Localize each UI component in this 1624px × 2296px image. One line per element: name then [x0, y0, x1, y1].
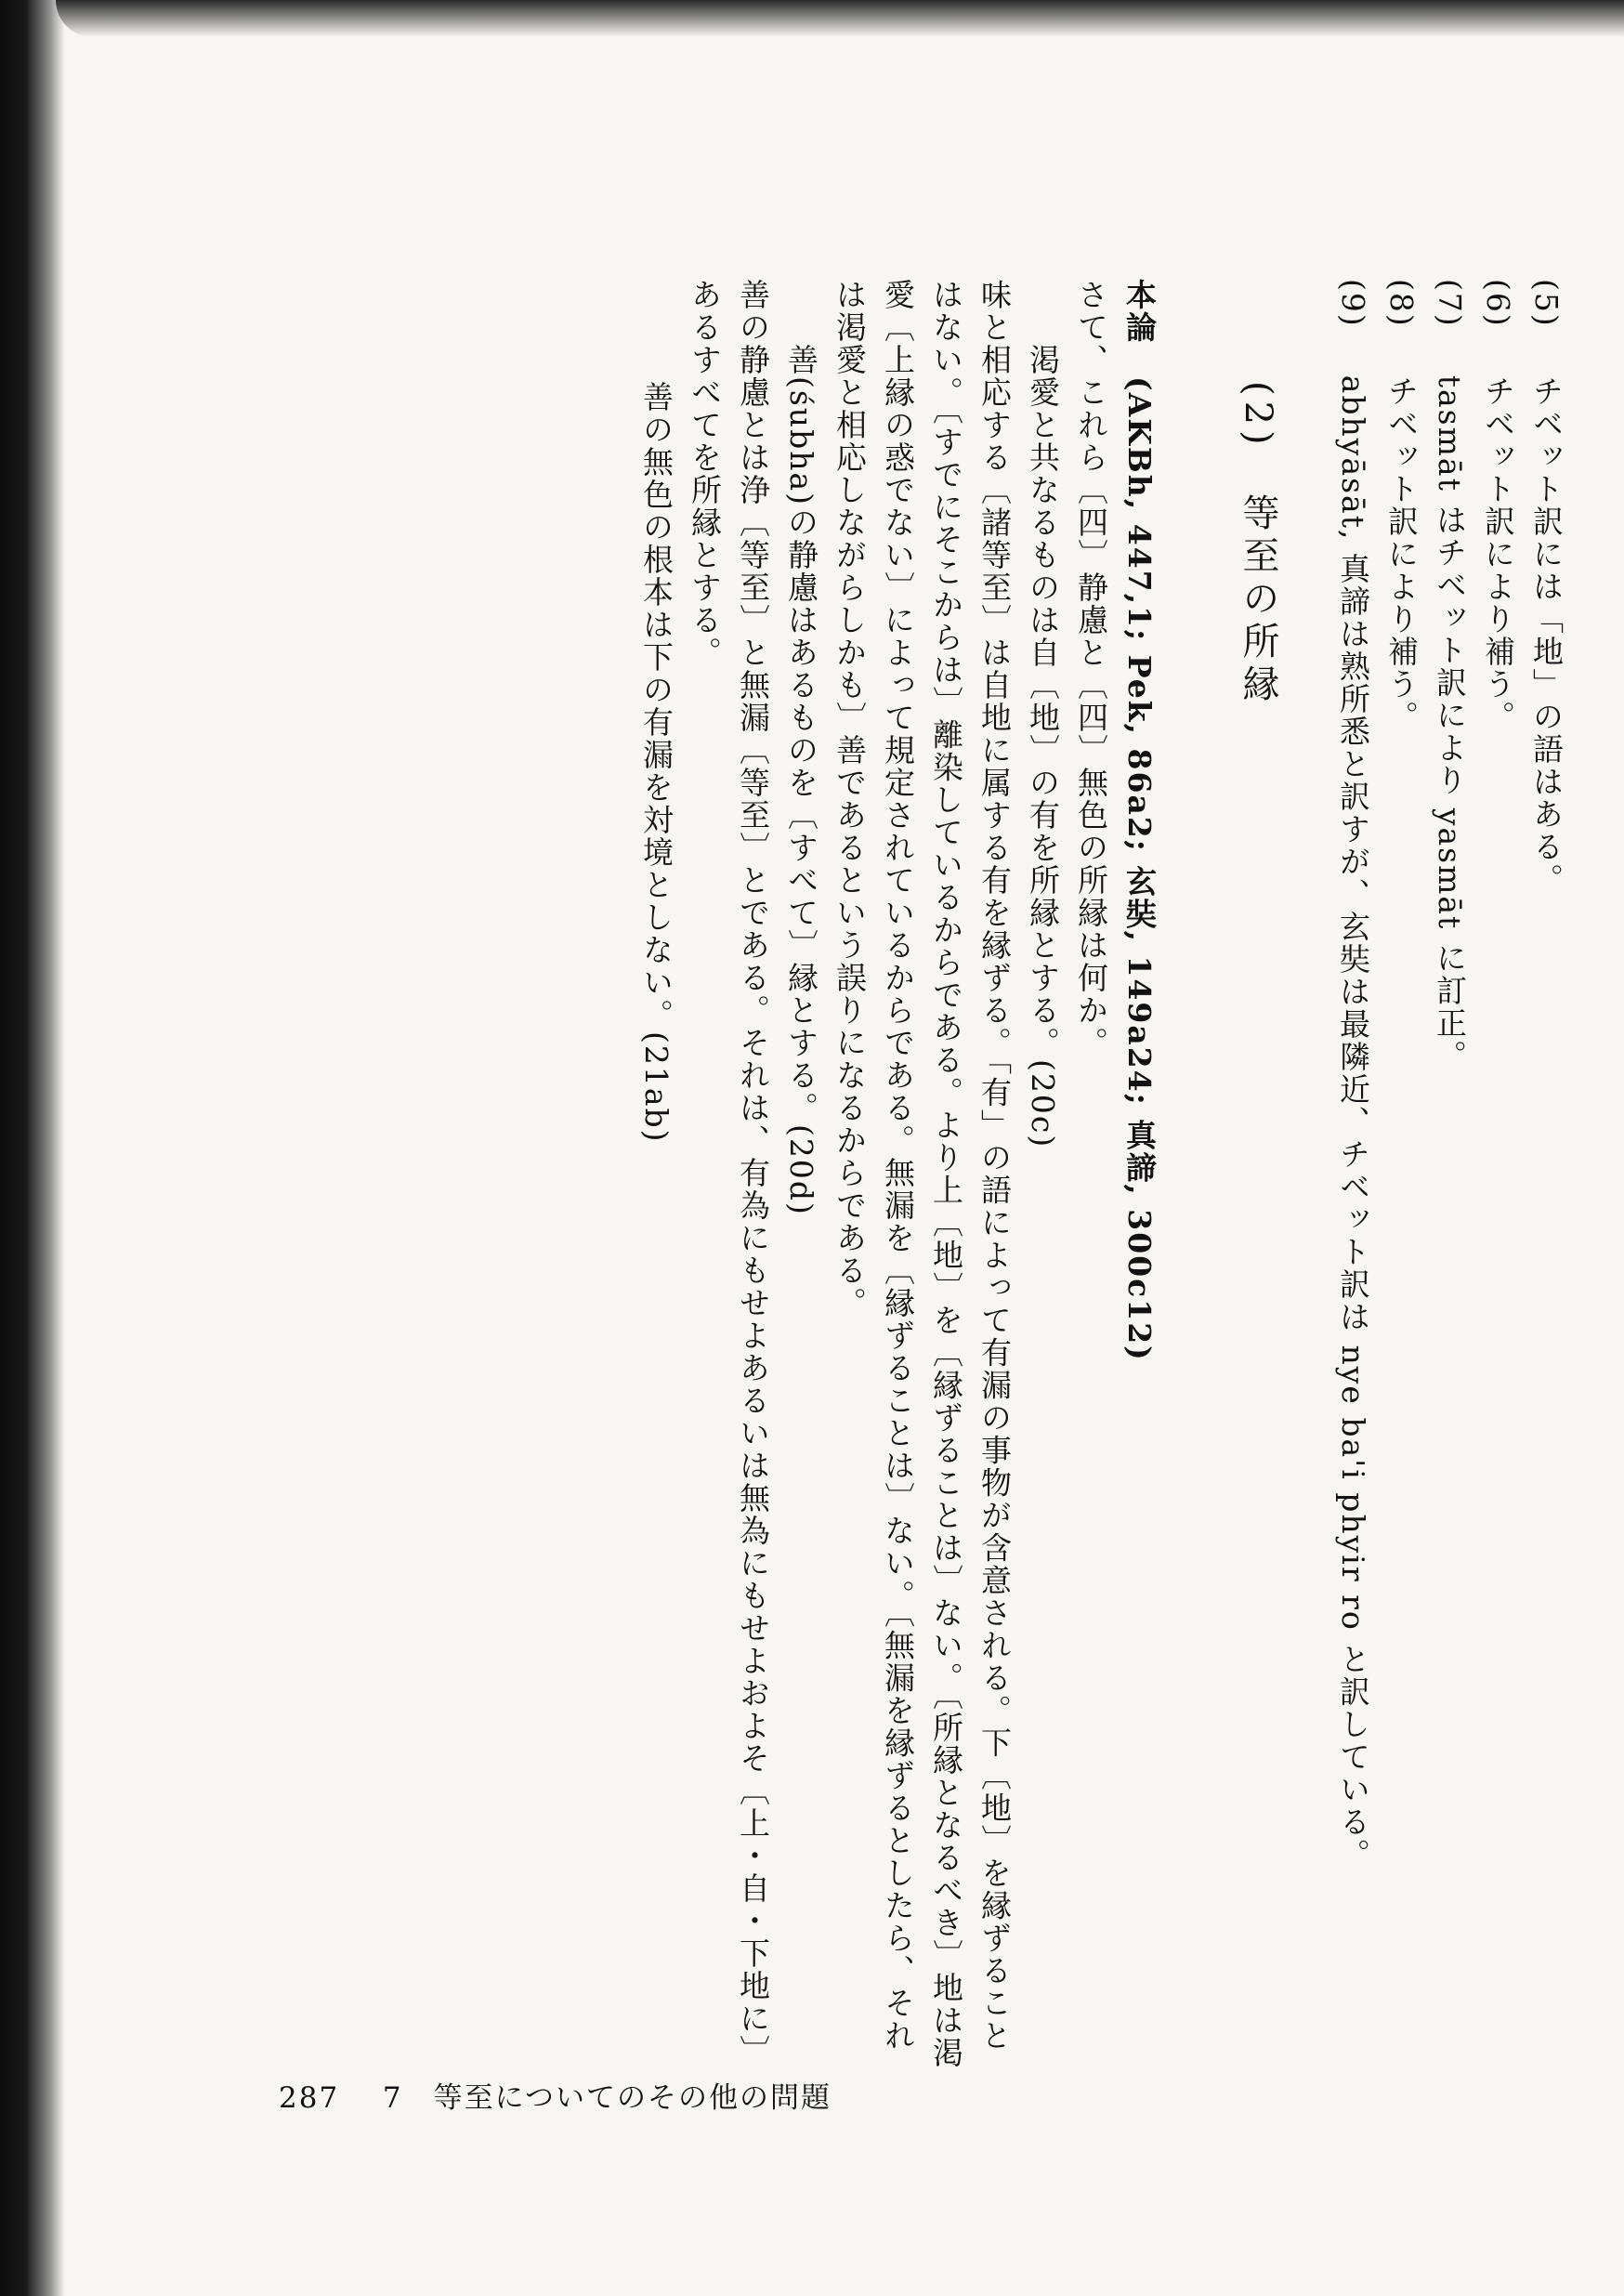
footnotes	[1329, 279, 1570, 2081]
page-number: 287	[279, 2081, 340, 2115]
heading-citation: (AKBh, 447,1; Pek, 86a2; 玄奘, 149a24; 真諦, 300c12)	[1121, 376, 1158, 1362]
footnote-7: (7) tasmāt はチベット訳により yasmāt に訂正。	[1432, 279, 1468, 1072]
question-text: さて、これら〔四〕静慮と〔四〕無色の所縁は何か。	[1073, 279, 1109, 1059]
footnote-8: (8) チベット訳により補う。	[1383, 279, 1420, 733]
commentary-20d: 善の静慮とは浄〔等至〕と無漏〔等至〕とである。それは、有為にもせよあるいは無為にもせよおよそ〔上・自・下地に〕あるすべてを所縁とする。	[687, 279, 771, 2067]
page-top-shadow	[56, 0, 1624, 37]
verse-20d: 善(śubha)の静慮はあるものを〔すべて〕縁とする。(20d)	[783, 344, 819, 1216]
commentary-20c: 味と相応する〔諸等至〕は自地に属する有を縁ずる。「有」の語によって有漏の事物が含意される。下〔地〕を縁ずることはない。〔すでにそこからは〕離染しているからである。より上〔地〕を〔縁ずることは〕ない。〔所縁となるべき〕地は渇愛〔上縁の惑でない〕によって規定されているからである。無漏を〔縁ずることは〕ない。〔無漏を縁ずるとしたら、それは渇愛と相応しながらしかも〕善であるという誤りになるからである。	[832, 279, 1013, 2069]
verse-21ab: 善の無色の根本は下の有漏を対境としない。(21ab)	[638, 381, 674, 1144]
book-binding-shadow	[0, 0, 65, 2296]
running-head: 7 等至についてのその他の問題	[382, 2081, 832, 2115]
footnote-6: (6) チベット訳により補う。	[1480, 279, 1516, 733]
footnote-9: (9) abhyāsāt, 真諦は熟所悉と訳すが、玄奘は最隣近、チベット訳は nye ba'i phyir ro と訳している。	[1335, 279, 1371, 1871]
page-footer	[279, 2074, 1394, 2120]
heading-label: 本論	[1121, 279, 1158, 344]
verse-20c: 渇愛と共なるものは自〔地〕の有を所縁とする。(20c)	[1025, 344, 1061, 1149]
body-heading	[1115, 279, 1163, 2081]
footnote-5: (5) チベット訳には「地」の語はある。	[1528, 279, 1565, 896]
section-title: (2) 等至の所縁	[1237, 381, 1279, 707]
vertical-text-block	[223, 279, 1570, 2081]
